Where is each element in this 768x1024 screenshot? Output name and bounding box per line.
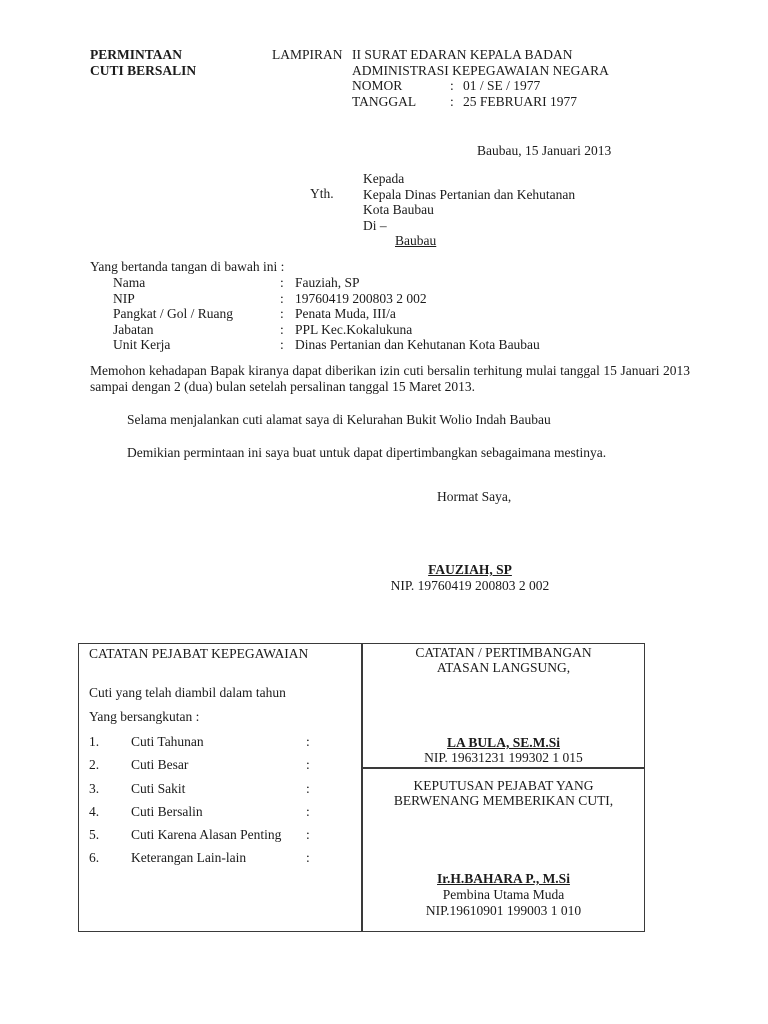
leave-item-row [89, 804, 349, 819]
nomor-label: NOMOR [352, 78, 403, 93]
yth-label: Yth. [310, 186, 334, 201]
body-paragraph-2: Selama menjalankan cuti alamat saya di Kelurahan Bukit Wolio Indah Baubau [127, 412, 551, 427]
leave-item-label: Keterangan Lain-lain [131, 850, 247, 865]
right-section1-signer-nip: NIP. 19631231 199302 1 015 [424, 750, 583, 765]
tanggal-label: TANGGAL [352, 93, 417, 109]
detail-colon: : [280, 321, 284, 337]
nomor-colon: : [450, 78, 454, 93]
reference-tanggal-row [352, 94, 609, 110]
leave-item-label: Cuti Besar [131, 757, 189, 772]
leave-item-number: 6. [89, 850, 100, 865]
closing-salutation: Hormat Saya, [437, 489, 512, 504]
leave-item-colon: : [306, 781, 310, 796]
document-title-line1: PERMINTAAN [90, 47, 182, 62]
detail-colon: : [280, 275, 284, 290]
address-kepada: Kepada [363, 171, 405, 186]
address-city: Kota Baubau [363, 202, 434, 217]
detail-row-pangkat [113, 306, 540, 322]
table-right-divider [362, 767, 644, 769]
leave-item-colon: : [306, 734, 310, 749]
reference-line1: II SURAT EDARAN KEPALA BADAN [352, 47, 573, 62]
reference-block [352, 47, 609, 109]
address-recipient: Kepala Dinas Pertanian dan Kehutanan [363, 186, 576, 202]
tanggal-colon: : [450, 93, 454, 109]
leave-item-number: 5. [89, 827, 100, 842]
leave-item-colon: : [306, 757, 310, 772]
right-section2-signer-name: Ir.H.BAHARA P., M.Si [437, 871, 570, 886]
leave-item-number: 1. [89, 734, 100, 749]
document-title-line2: CUTI BERSALIN [90, 62, 197, 78]
notes-table [78, 643, 645, 932]
detail-value: Fauziah, SP [295, 275, 360, 290]
reference-nomor-row [352, 78, 609, 94]
detail-row-unit-kerja [113, 337, 540, 353]
detail-label: Nama [113, 275, 146, 290]
right-section1-title2: ATASAN LANGSUNG, [436, 660, 571, 675]
right-section1-title1: CATATAN / PERTIMBANGAN [415, 645, 592, 660]
left-cell-title: CATATAN PEJABAT KEPEGAWAIAN [89, 646, 309, 661]
right-section2-signer-nip: NIP.19610901 199003 1 010 [425, 903, 582, 918]
intro-line: Yang bertanda tangan di bawah ini : [90, 259, 285, 274]
address-block [363, 171, 575, 249]
leave-item-row [89, 781, 349, 796]
tanggal-value: 25 FEBRUARI 1977 [463, 93, 578, 109]
body-paragraph-3: Demikian permintaan ini saya buat untuk dapat dipertimbangkan sebagaimana mestinya. [127, 445, 607, 460]
leave-item-row [89, 827, 349, 842]
leave-item-row [89, 757, 349, 772]
detail-value: Dinas Pertanian dan Kehutanan Kota Baubau [295, 337, 540, 352]
leave-item-row [89, 734, 349, 749]
detail-colon: : [280, 337, 284, 352]
right-section2-signer-rank: Pembina Utama Muda [442, 887, 565, 902]
leave-item-number: 3. [89, 781, 100, 796]
detail-label: Unit Kerja [113, 337, 171, 352]
nomor-value: 01 / SE / 1977 [463, 78, 541, 93]
detail-label: Jabatan [113, 321, 154, 337]
leave-item-label: Cuti Karena Alasan Penting [131, 827, 282, 842]
address-place: Baubau [395, 233, 437, 248]
detail-value: 19760419 200803 2 002 [295, 290, 427, 306]
document-title [90, 47, 196, 78]
detail-label: Pangkat / Gol / Ruang [113, 306, 233, 321]
details-block [113, 275, 540, 353]
lampiran-label: LAMPIRAN [272, 47, 343, 62]
detail-value: Penata Muda, III/a [295, 306, 396, 321]
leave-item-row [89, 850, 349, 865]
leave-item-number: 2. [89, 757, 100, 772]
leave-item-label: Cuti Sakit [131, 781, 186, 796]
signer-name: FAUZIAH, SP [428, 562, 512, 577]
leave-item-label: Cuti Bersalin [131, 804, 203, 819]
right-section2-title2: BERWENANG MEMBERIKAN CUTI, [393, 793, 614, 808]
signer-nip: NIP. 19760419 200803 2 002 [390, 577, 550, 593]
dateline: Baubau, 15 Januari 2013 [477, 143, 612, 158]
signature-block [355, 562, 585, 593]
detail-row-nip [113, 291, 540, 307]
leave-item-colon: : [306, 804, 310, 819]
right-section1-signer-name: LA BULA, SE.M.Si [447, 735, 560, 750]
leave-item-colon: : [306, 850, 310, 865]
left-cell-subtitle1: Cuti yang telah diambil dalam tahun [89, 685, 286, 700]
reference-line2: ADMINISTRASI KEPEGAWAIAN NEGARA [352, 62, 609, 78]
detail-label: NIP [113, 290, 135, 306]
detail-value: PPL Kec.Kokalukuna [295, 321, 413, 337]
left-cell-subtitle2: Yang bersangkutan : [89, 709, 200, 724]
right-section2-title1: KEPUTUSAN PEJABAT YANG [413, 778, 594, 793]
body-paragraph-1: Memohon kehadapan Bapak kiranya dapat diberikan izin cuti bersalin terhitung mulai tanggal 15 Januari 2013 sampai dengan 2 (dua) bulan setelah persalinan tanggal 15 Maret 2013. [90, 363, 690, 394]
leave-item-colon: : [306, 827, 310, 842]
address-di: Di – [363, 217, 387, 233]
detail-row-nama [113, 275, 540, 291]
leave-item-label: Cuti Tahunan [131, 734, 204, 749]
leave-item-number: 4. [89, 804, 100, 819]
detail-colon: : [280, 306, 284, 321]
detail-colon: : [280, 290, 284, 306]
detail-row-jabatan [113, 322, 540, 338]
